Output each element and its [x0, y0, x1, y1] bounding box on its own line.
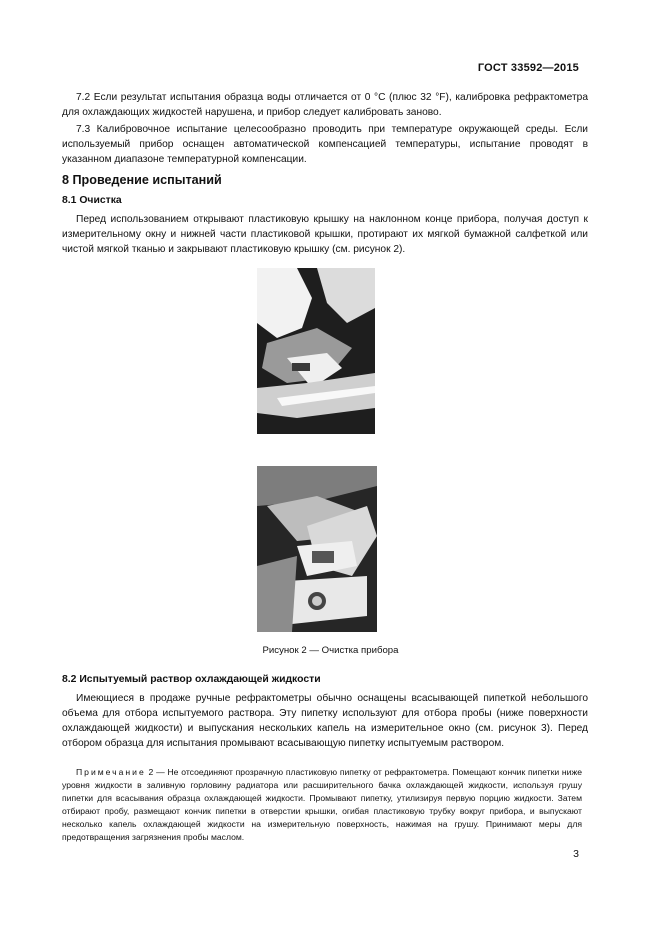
paragraph-8-1: Перед использованием открывают пластиковую крышку на наклонном конце прибора, получая доступ к измерительному окну и нижней части пластиковой крышки, протирают их мягкой бумажной салфеткой или чистой мягкой тканью и закрывают пластиковую крышку (см. рисунок 2). [62, 214, 588, 255]
section-8-1-title: 8.1 Очистка [62, 195, 122, 206]
paragraph-7-3: 7.3 Калибровочное испытание целесообразно проводить при температуре окружающей среды. Если используемый прибор оснащен автоматической компенсацией температуры, испытание проводят в указанном диапазоне температурной компенсации. [62, 124, 588, 165]
note-2 [62, 766, 582, 844]
note-text: 2 — Не отсоединяют прозрачную пластиковую пипетку от рефрактометра. Помещают кончик пипетки ниже уровня жидкости в заливную горловину радиатора или расширительного бачка охлаждающей жидкости, используя грушу пипетки для всасывания образца охлаждающей жидкости. Промывают пипетку, утилизируя первую порцию жидкости. Затем отбирают пробу, размещают кончик пипетки в отверстии крышки, огибая пластиковую трубку вокруг прибора, и выпускают несколько капель охлаждающей жидкости на измерительную поверхность, нажимая на грушу. Принимают меры для предотвращения загрязнения пробы маслом. [62, 767, 582, 842]
figure-caption: Рисунок 2 — Очистка прибора [262, 645, 399, 656]
figure-2-photo-top [257, 268, 375, 434]
document-header: ГОСТ 33592—2015 [477, 62, 579, 74]
section-8-title: 8 Проведение испытаний [62, 173, 222, 187]
section-8-2-title: 8.2 Испытуемый раствор охлаждающей жидкости [62, 674, 321, 685]
paragraph-7-2: 7.2 Если результат испытания образца воды отличается от 0 °С (плюс 32 °F), калибровка рефрактометра для охлаждающих жидкостей нарушена, и прибор следует калибровать заново. [62, 92, 588, 118]
page-number: 3 [573, 848, 579, 860]
paragraph-8-2: Имеющиеся в продаже ручные рефрактометры обычно оснащены всасывающей пипеткой небольшого объема для отбора испытуемого раствора. Эту пипетку используют для отбора пробы (ниже поверхности охлаждающей жидкости) и выпускания нескольких капель на измерительное окно (см. рисунок 3). Перед отбором образца для испытания промывают всасывающую пипетку испытуемым раствором. [62, 693, 588, 749]
figure-2-photo-bottom [257, 466, 377, 632]
note-label: Примечание [76, 767, 146, 777]
